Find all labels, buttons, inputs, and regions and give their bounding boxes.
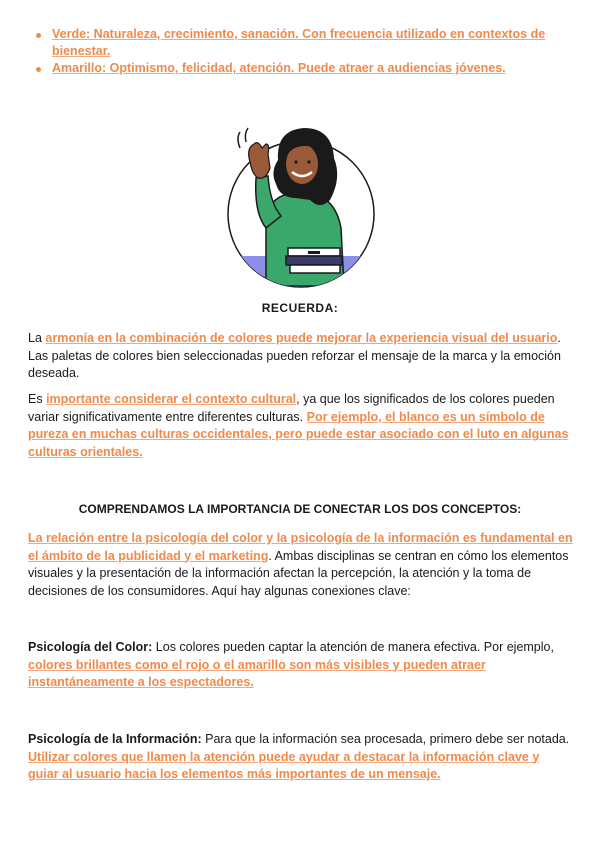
- recuerda-heading: RECUERDA:: [261, 301, 339, 315]
- color-meaning-list: [28, 26, 548, 77]
- bullet-text: Verde: Naturaleza, crecimiento, sanación. Con frecuencia utilizado en contextos de bienestar.: [52, 27, 546, 58]
- information-psychology-paragraph: [28, 731, 573, 784]
- paragraph-text: Es: [28, 392, 47, 406]
- highlight-text: Por ejemplo, el blanco es un símbolo de pureza en muchas culturas occidentales, pero puede estar asociado con el luto en algunas culturas orientales.: [28, 409, 569, 459]
- woman-waving-with-books-illustration: [226, 118, 376, 288]
- list-item-verde: [28, 26, 548, 60]
- highlight-text: Utilizar colores que llamen la atención puede ayudar a destacar la información clave y guiar al usuario hacia los elementos más importantes de un mensaje.: [28, 749, 540, 781]
- paragraph-text: , ya que los significados de los colores pueden variar significativamente entre diferentes culturas.: [28, 392, 555, 424]
- lead-label: Psicología de la Información:: [28, 732, 202, 746]
- highlight-text: colores brillantes como el rojo o el amarillo son más visibles y pueden atraer instantáneamente a los espectadores.: [28, 657, 486, 689]
- section-heading: COMPRENDAMOS LA IMPORTANCIA DE CONECTAR LOS DOS CONCEPTOS:: [78, 502, 522, 516]
- paragraph-text: La: [28, 331, 46, 345]
- highlight-text: importante considerar el contexto cultural: [46, 392, 297, 406]
- paragraph-text: Los colores pueden captar la atención de manera efectiva. Por ejemplo,: [152, 640, 554, 654]
- bullet-dot-icon: [36, 67, 41, 72]
- highlight-text: armonía en la combinación de colores puede mejorar la experiencia visual del usuario: [45, 331, 558, 345]
- bullet-dot-icon: [36, 33, 41, 38]
- recuerda-paragraph-2: [28, 391, 573, 461]
- paragraph-text: . Ambas disciplinas se centran en cómo los elementos visuales y la presentación de la información afectan la percepción, la atención y la toma de decisiones de los consumidores. Aquí hay algunas conexiones clave:: [28, 548, 569, 598]
- paragraph-text: . Las paletas de colores bien seleccionadas pueden reforzar el mensaje de la marca y la emoción deseada.: [28, 331, 561, 380]
- list-item-amarillo: [28, 60, 548, 77]
- color-psychology-paragraph: [28, 639, 573, 692]
- lead-label: Psicología del Color:: [28, 640, 153, 654]
- recuerda-paragraph-1: [28, 330, 573, 383]
- bullet-text: Amarillo: Optimismo, felicidad, atención. Puede atraer a audiencias jóvenes.: [52, 61, 506, 75]
- paragraph-text: Para que la información sea procesada, primero debe ser notada.: [201, 732, 570, 746]
- highlight-text: La relación entre la psicología del color y la psicología de la información es fundamental en el ámbito de la publicidad y el marketing: [28, 531, 573, 563]
- intro-paragraph: [28, 530, 573, 600]
